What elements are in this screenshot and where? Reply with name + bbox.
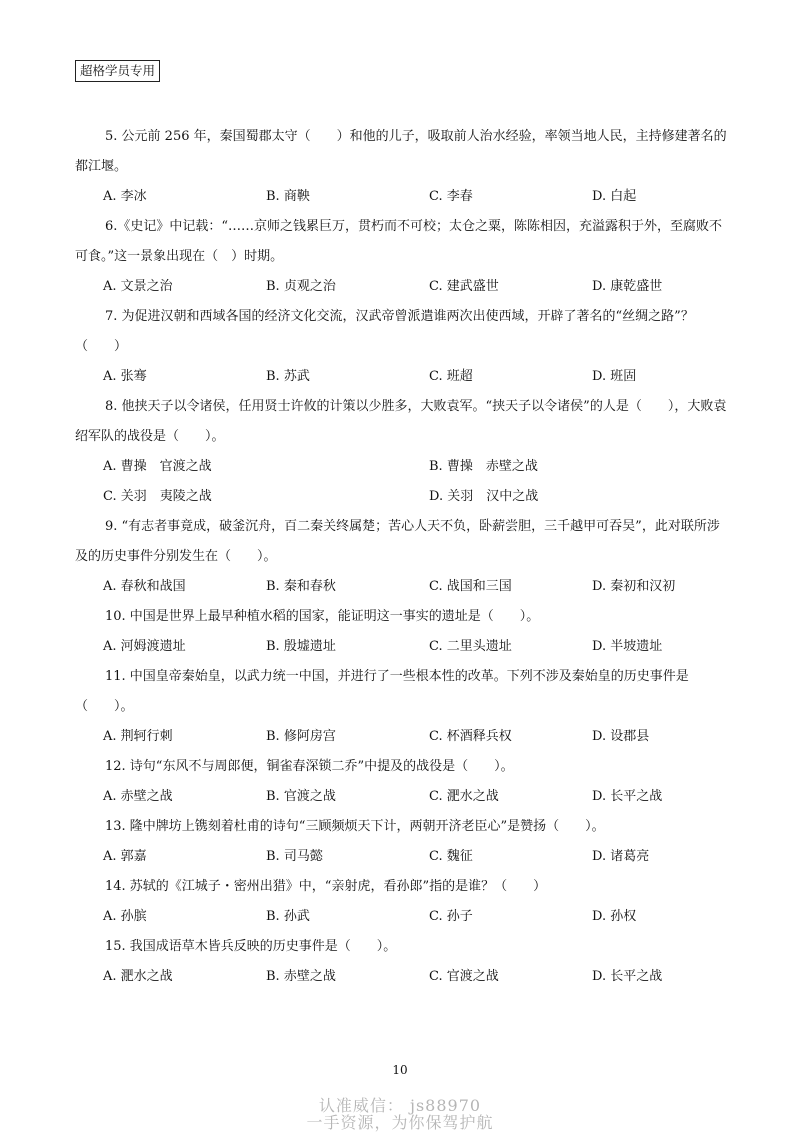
question-list: [75, 122, 727, 992]
option-a: A. 河姆渡遗址: [103, 639, 186, 654]
option-c: C. 杯酒释兵权: [429, 729, 512, 744]
option-d: D. 孙权: [592, 909, 637, 924]
option-a: A. 李冰: [103, 189, 147, 204]
option-c: C. 李春: [429, 189, 473, 204]
question-text: 11. 中国皇帝秦始皇，以武力统一中国，并进行了一些根本性的改革。下列不涉及秦始皇的历史事件是（ ）。: [75, 669, 689, 714]
option-d: D. 班固: [592, 369, 637, 384]
question-text: 13. 隆中牌坊上镌刻着杜甫的诗句“三顾频烦天下计，两朝开济老臣心”是赞扬（ ）。: [105, 819, 605, 834]
options: [75, 902, 727, 932]
option-b: B. 官渡之战: [266, 789, 336, 804]
option-c: C. 魏征: [429, 849, 473, 864]
page-number: 10: [392, 1063, 408, 1077]
option-a: A. 郭嘉: [103, 849, 147, 864]
options: [75, 962, 727, 992]
option-d: D. 康乾盛世: [592, 279, 663, 294]
option-b: B. 修阿房宫: [266, 729, 336, 744]
question-text: 12. 诗句“东风不与周郎便，铜雀春深锁二乔”中提及的战役是（ ）。: [105, 759, 514, 774]
option-b: B. 商鞅: [266, 189, 310, 204]
watermark-line-1: 认准威信： js88970: [318, 1096, 482, 1115]
option-a: A. 孙膑: [103, 909, 147, 924]
options: [75, 452, 727, 512]
options: [75, 272, 727, 302]
options: [75, 362, 727, 392]
option-b: B. 苏武: [266, 369, 310, 384]
question-11: [75, 662, 727, 752]
option-a: A. 荆轲行刺: [103, 729, 173, 744]
option-a: A. 曹操 官渡之战: [103, 459, 212, 474]
question-9: [75, 512, 727, 602]
option-a: A. 淝水之战: [103, 969, 173, 984]
option-d: D. 诸葛亮: [592, 849, 650, 864]
question-text: 7. 为促进汉朝和西域各国的经济文化交流，汉武帝曾派遣谁两次出使西域，开辟了著名的“丝绸之路”？（ ）: [75, 309, 694, 354]
option-d: D. 设郡县: [592, 729, 650, 744]
question-7: [75, 302, 727, 392]
question-text: 15. 我国成语草木皆兵反映的历史事件是（ ）。: [105, 939, 397, 954]
watermark-line-2: 一手资源，为你保驾护航: [306, 1113, 494, 1132]
option-c: C. 建武盛世: [429, 279, 499, 294]
options: [75, 722, 727, 752]
question-text: 5. 公元前 256 年，秦国蜀郡太守（ ）和他的儿子，吸取前人治水经验，率领当地人民，主持修建著名的都江堰。: [75, 129, 727, 174]
option-b: B. 秦和春秋: [266, 579, 336, 594]
option-b: B. 司马懿: [266, 849, 323, 864]
options: [75, 842, 727, 872]
option-a: A. 张骞: [103, 369, 147, 384]
option-a: A. 春秋和战国: [103, 579, 186, 594]
option-b: B. 赤壁之战: [266, 969, 336, 984]
question-15: [75, 932, 727, 992]
option-d: D. 长平之战: [592, 969, 663, 984]
question-12: [75, 752, 727, 812]
option-b: B. 曹操 赤壁之战: [429, 459, 538, 474]
question-14: [75, 872, 727, 932]
options: [75, 572, 727, 602]
question-13: [75, 812, 727, 872]
option-d: D. 白起: [592, 189, 637, 204]
options: [75, 782, 727, 812]
question-10: [75, 602, 727, 662]
option-c: C. 淝水之战: [429, 789, 499, 804]
option-a: A. 文景之治: [103, 279, 173, 294]
question-5: [75, 122, 727, 212]
question-text: 8. 他挟天子以令诸侯，任用贤士许攸的计策以少胜多，大败袁军。“挟天子以令诸侯”的人是（ ），大败袁绍军队的战役是（ ）。: [75, 399, 727, 444]
question-6: [75, 212, 727, 302]
option-b: B. 贞观之治: [266, 279, 336, 294]
option-a: A. 赤壁之战: [103, 789, 173, 804]
options: [75, 632, 727, 662]
option-c: C. 孙子: [429, 909, 473, 924]
option-d: D. 半坡遗址: [592, 639, 663, 654]
question-8: [75, 392, 727, 512]
question-text: 9. “有志者事竟成，破釜沉舟，百二秦关终属楚；苦心人天不负，卧薪尝胆，三千越甲可吞吴”，此对联所涉及的历史事件分别发生在（ ）。: [75, 519, 720, 564]
exclusive-use-tag: 超格学员专用: [75, 60, 160, 82]
question-text: 6.《史记》中记载：“……京师之钱累巨万，贯朽而不可校；太仓之粟，陈陈相因，充溢露积于外，至腐败不可食。”这一景象出现在（ ）时期。: [75, 219, 723, 264]
option-c: C. 官渡之战: [429, 969, 499, 984]
option-c: C. 战国和三国: [429, 579, 512, 594]
option-b: B. 孙武: [266, 909, 310, 924]
options: [75, 182, 727, 212]
option-c: C. 关羽 夷陵之战: [103, 489, 212, 504]
option-c: C. 班超: [429, 369, 473, 384]
question-text: 10. 中国是世界上最早种植水稻的国家，能证明这一事实的遗址是（ ）。: [105, 609, 540, 624]
option-d: D. 关羽 汉中之战: [429, 489, 539, 504]
option-d: D. 秦初和汉初: [592, 579, 676, 594]
option-c: C. 二里头遗址: [429, 639, 512, 654]
question-text: 14. 苏轼的《江城子・密州出猎》中，“亲射虎，看孙郎”指的是谁？（ ）: [105, 879, 547, 894]
option-d: D. 长平之战: [592, 789, 663, 804]
option-b: B. 殷墟遗址: [266, 639, 336, 654]
